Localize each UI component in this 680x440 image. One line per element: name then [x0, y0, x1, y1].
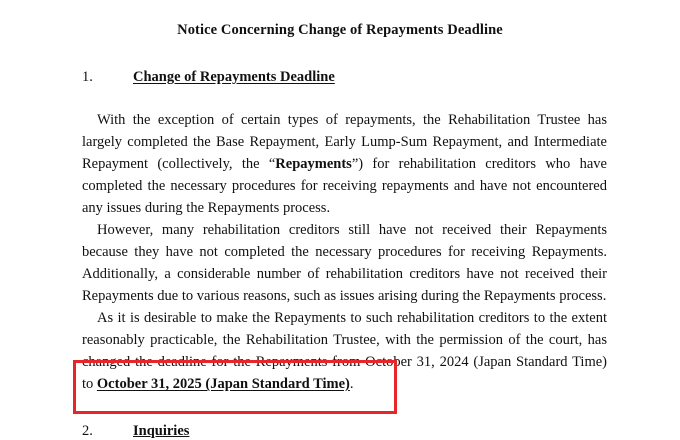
paragraph-1-line-5: any issues during the Repayments process. — [82, 200, 331, 216]
paragraph-3-line-2: reasonably practicable, the Rehabilitation Trustee, with the permission of the court, has — [82, 332, 607, 348]
paragraph-2-line-2: because they have not completed the necessary procedures for receiving Repayments. — [82, 244, 607, 260]
paragraph-1-line-3-post: ”) for rehabilitation creditors who have — [351, 156, 607, 172]
paragraph-2-line-3: Additionally, a considerable number of rehabilitation creditors have not received their — [82, 266, 607, 282]
repayments-defined-term: Repayments — [275, 156, 352, 172]
paragraph-1-line-4: completed the necessary procedures for receiving repayments and have not encountered — [82, 178, 607, 194]
paragraph-2-line-1: However, many rehabilitation creditors still have not received their Repayments — [97, 222, 607, 238]
paragraph-3-line-3: changed the deadline for the Repayments from October 31, 2024 (Japan Standard Time) — [82, 354, 607, 370]
document-title: Notice Concerning Change of Repayments Deadline — [177, 22, 503, 38]
highlight-box — [73, 360, 397, 414]
paragraph-1-line-3 — [82, 153, 607, 175]
paragraph-3-line-4-pre: to — [82, 376, 97, 392]
paragraph-1-line-3-pre: Repayment (collectively, the “ — [82, 156, 276, 172]
paragraph-3-line-1: As it is desirable to make the Repayments to such rehabilitation creditors to the extent — [97, 310, 607, 326]
paragraph-1-line-1: With the exception of certain types of repayments, the Rehabilitation Trustee has — [97, 112, 607, 128]
new-deadline-date: October 31, 2025 (Japan Standard Time) — [96, 376, 350, 392]
section-2-number: 2. — [82, 423, 93, 439]
section-2-heading: Inquiries — [133, 423, 190, 439]
paragraph-3-line-4-post: . — [349, 376, 354, 392]
paragraph-1-line-2: largely completed the Base Repayment, Early Lump-Sum Repayment, and Intermediate — [82, 134, 607, 150]
paragraph-2-line-4: Repayments due to various reasons, such as issues arising during the Repayments process. — [82, 288, 607, 304]
section-1-number: 1. — [82, 69, 93, 85]
section-1-heading: Change of Repayments Deadline — [133, 69, 335, 85]
